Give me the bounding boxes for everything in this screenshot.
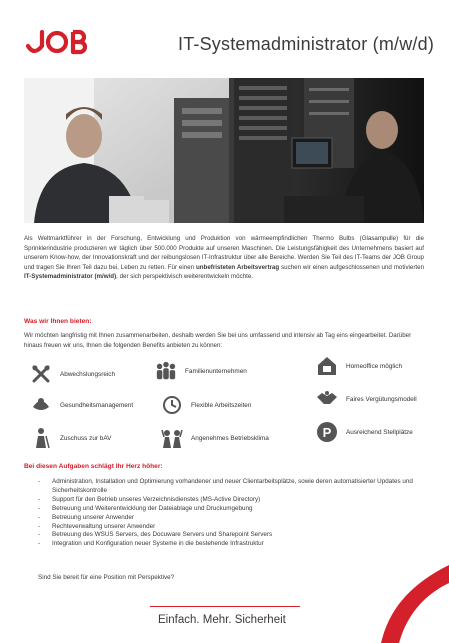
benefit-verguetung (316, 388, 417, 410)
intro-paragraph (24, 234, 424, 282)
page-title: IT-Systemadministrator (m/w/d) (178, 34, 435, 54)
benefit-stellplaetze (316, 421, 413, 443)
intro-text-3: , der sich perspektivisch weiterentwickeln möchte. (116, 273, 254, 281)
benefit-abwechslungsreich (30, 363, 115, 385)
benefit-label: Zuschuss zur bAV (60, 434, 112, 442)
benefit-bav (30, 427, 111, 449)
benefit-label: Ausreichend Stellplätze (346, 428, 413, 436)
health-icon (30, 394, 52, 416)
intro-text: Als Weltmarktführer in der Forschung, Entwicklung und Produktion von wärmeempfindlichen Thermo Bulbs (Glasampulle) für die Sprinklerindustrie produzieren wir täglich über 500.000 Produkte auf unseren Maschinen. Die Leistungsfähigkeit des Unternehmens basiert auf unserem Know-how, der Innovationskraft und der reibungslosen IT-Infrastruktur über alle Bereiche. Werden Sie Teil des IT-Teams der JOB Group und tragen Sie Ihren Teil dazu bei, Leben zu retten. Für einen (24, 235, 424, 271)
benefit-label: Gesundheitsmanagement (60, 401, 134, 409)
benefit-betriebsklima (161, 427, 269, 449)
benefit-label: Flexible Arbeitszeiten (191, 401, 252, 409)
benefit-label: Abwechslungsreich (60, 370, 116, 378)
tagline: Einfach. Mehr. Sicherheit (158, 614, 286, 626)
benefit-label: Angenehmes Betriebsklima (191, 434, 269, 442)
offer-heading: Was wir Ihnen bieten: (24, 318, 92, 325)
team-icon (161, 427, 183, 449)
benefit-label: Familienunternehmen (185, 367, 247, 375)
job-logo (24, 26, 94, 58)
list-item: - Support für den Betrieb unseres Verzeichnisdienstes (MS-Active Directory) (38, 496, 428, 505)
benefit-label: Homeoffice möglich (346, 362, 403, 370)
list-item: - Betreuung des WSUS Servers, des Docuware Servers und Sharepoint Servers (38, 531, 428, 540)
list-item: - Betreuung unserer Anwender (38, 514, 428, 523)
tasks-list (38, 478, 428, 549)
closing-question: Sind Sie bereit für eine Position mit Perspektive? (38, 574, 175, 581)
handshake-icon (316, 388, 338, 410)
svg-text:P: P (322, 425, 332, 440)
intro-position: IT-Systemadministrator (m/w/d) (24, 273, 117, 281)
intro-text-2: suchen wir einen aufgeschlossenen und motivierten (279, 263, 425, 271)
footer-divider (150, 606, 300, 607)
benefit-familienunternehmen (155, 360, 247, 382)
list-item: - Integration und Konfiguration neuer Systeme in die bestehende Infrastruktur (38, 540, 428, 549)
benefit-label: Faires Vergütungsmodell (346, 395, 417, 403)
offer-text: Wir möchten langfristig mit Ihnen zusammenarbeiten, deshalb werden Sie bei uns umfassend und intensiv ab Tag eins eingearbeitet. Darüber hinaus freuen wir uns, Ihnen die folgenden Benefits anbieten zu können: (24, 332, 412, 349)
list-item: - Betreuung und Weiterentwicklung der Dateiablage und Druckumgebung (38, 505, 428, 514)
hero-photo (24, 78, 424, 223)
parking-icon (316, 421, 338, 443)
tasks-heading: Bei diesen Aufgaben schlägt Ihr Herz höher: (24, 463, 163, 470)
benefit-flexible-zeiten (161, 394, 251, 416)
tools-icon (30, 363, 52, 385)
brand-swoosh (369, 565, 449, 643)
pension-icon (30, 427, 52, 449)
list-item: - Rechteverwaltung unserer Anwender (38, 523, 428, 532)
benefit-gesundheit (30, 394, 133, 416)
clock-icon (161, 394, 183, 416)
intro-contract-type: unbefristeten Arbeitsvertrag (195, 263, 280, 271)
family-icon (155, 360, 177, 382)
list-item: - Administration, Installation und Optimierung vorhandener und neuer Clientarbeitsplätze, sowie deren automatisierter Updates und Sicherheitskontrolle (38, 478, 428, 496)
home-office-icon (316, 355, 338, 377)
benefit-homeoffice (316, 355, 402, 377)
